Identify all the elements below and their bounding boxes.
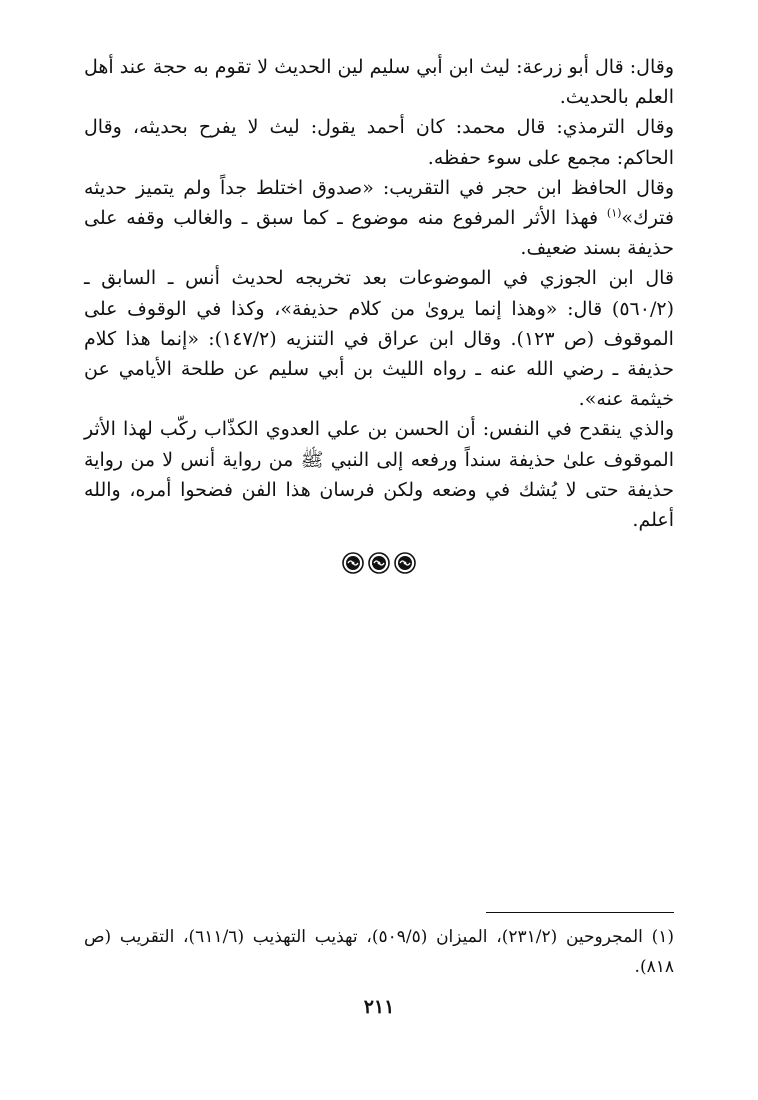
- main-text-body: [84, 52, 674, 535]
- footnote-1: [84, 922, 674, 982]
- footnote-number: (١): [651, 927, 674, 947]
- paragraph-ibn-hajar-text: وقال الحافظ ابن حجر في التقريب: «صدوق اختلط جداً ولم يتميز حديثه فترك»: [84, 176, 674, 230]
- footnote-text: المجروحين (٢٣١/٢)، الميزان (٥٠٩/٥)، تهذيب التهذيب (٦١١/٦)، التقريب (ص ٨١٨).: [84, 927, 674, 977]
- paragraph-ibn-hajar: [84, 173, 674, 264]
- paragraph-ibn-al-jawzi: قال ابن الجوزي في الموضوعات بعد تخريجه لحديث أنس ـ السابق ـ (٥٦٠/٢) قال: «وهذا إنما يروىٰ من كلام حذيفة»، وكذا في الوقوف على الموقوف (ص ١٢٣). وقال ابن عراق في التنزيه (١٤٧/٢): «إنما هذا كلام حذيفة ـ رضي الله عنه ـ رواه الليث بن أبي سليم عن طلحة الأيامي عن خيثمة عنه».: [84, 267, 674, 411]
- footnote-separator: [486, 912, 674, 913]
- ornament-icon: [394, 552, 416, 574]
- footnote-section: [84, 922, 674, 982]
- footnote-marker: (١): [606, 206, 622, 220]
- paragraph-ibn-hajar-continuation: فهذا الأثر المرفوع منه موضوع ـ كما سبق ـ والغالب وقفه على حذيفة بسند ضعيف.: [84, 207, 674, 260]
- page-number: ٢١١: [363, 996, 395, 1018]
- paragraph-tirmidhi: وقال الترمذي: قال محمد: كان أحمد يقول: ليث لا يفرح بحديثه، وقال الحاكم: مجمع على سوء حفظه.: [84, 116, 674, 169]
- paragraph-conclusion: والذي ينقدح في النفس: أن الحسن بن علي العدوي الكذّاب ركّب لهذا الأثر الموقوف علىٰ حذيفة سنداً ورفعه إلى النبي ﷺ من رواية أنس لا من رواية حذيفة حتى لا يُشك في وضعه ولكن فرسان هذا الفن فضحوا أمره، والله أعلم.: [84, 418, 674, 532]
- paragraph-abu-zura: وقال: قال أبو زرعة: ليث ابن أبي سليم لين الحديث لا تقوم به حجة عند أهل العلم بالحديث.: [84, 56, 674, 109]
- ornament-icon: [342, 552, 364, 574]
- section-divider-ornaments: [0, 550, 758, 576]
- ornament-icon: [368, 552, 390, 574]
